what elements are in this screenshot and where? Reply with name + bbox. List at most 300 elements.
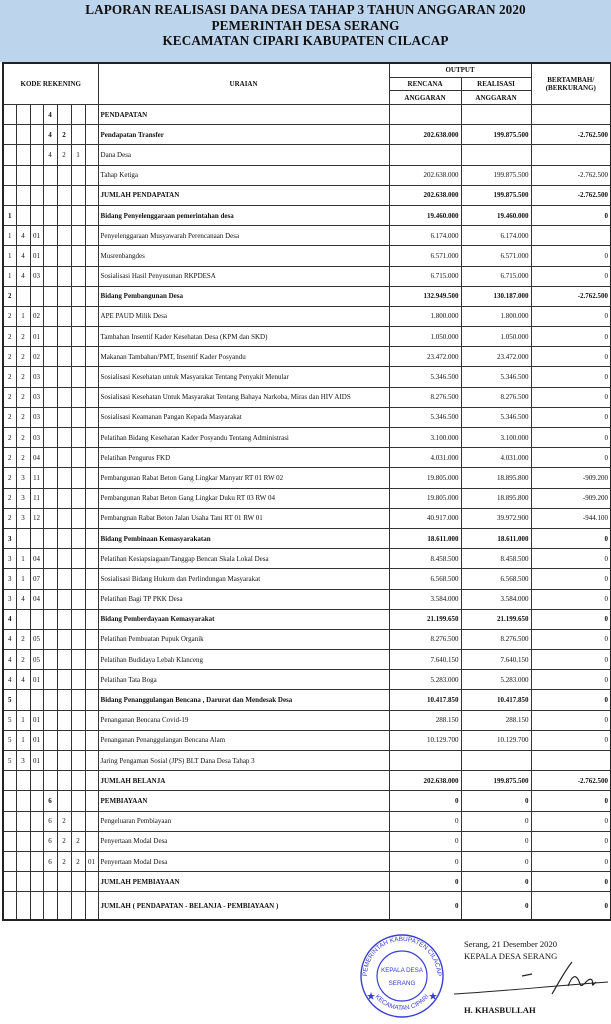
- kode-cell-4: [43, 266, 57, 286]
- kode-cell-4: 4: [43, 125, 57, 145]
- kode-cell-1: 5: [3, 751, 16, 771]
- selisih-cell: 0: [531, 670, 611, 690]
- uraian-cell: Bidang Penyelenggaraan pemerintahan desa: [98, 205, 389, 225]
- kode-cell-5: 2: [57, 831, 71, 851]
- kode-cell-4: 6: [43, 791, 57, 811]
- header-realisasi-anggaran: ANGGARAN: [461, 91, 531, 105]
- kode-cell-6: [71, 226, 85, 246]
- selisih-cell: 0: [531, 831, 611, 851]
- kode-cell-5: [57, 690, 71, 710]
- kode-cell-3: 03: [30, 428, 43, 448]
- kode-cell-1: 2: [3, 488, 16, 508]
- kode-cell-4: [43, 407, 57, 427]
- uraian-cell: Pelatihan Bidang Kesehatan Kader Posyandu Tentang Administrasi: [98, 428, 389, 448]
- table-row: [3, 569, 611, 589]
- kode-cell-7: [85, 791, 98, 811]
- realisasi-cell: 6.571.000: [461, 246, 531, 266]
- kode-cell-6: [71, 367, 85, 387]
- uraian-cell: Sosialisasi Hasil Penyusunan RKPDESA: [98, 266, 389, 286]
- kode-cell-5: [57, 266, 71, 286]
- uraian-cell: JUMLAH PEMBIAYAAN: [98, 872, 389, 892]
- rencana-cell: 5.283.000: [389, 670, 461, 690]
- kode-cell-1: 2: [3, 387, 16, 407]
- header-rencana: RENCANA: [389, 77, 461, 91]
- kode-cell-7: [85, 286, 98, 306]
- kode-cell-7: [85, 347, 98, 367]
- rencana-cell: 132.949.500: [389, 286, 461, 306]
- table-row: [3, 589, 611, 609]
- kode-cell-2: 1: [16, 710, 30, 730]
- kode-cell-2: [16, 185, 30, 205]
- kode-cell-7: [85, 872, 98, 892]
- selisih-cell: -2.762.500: [531, 185, 611, 205]
- kode-cell-5: [57, 347, 71, 367]
- selisih-cell: 0: [531, 387, 611, 407]
- kode-cell-6: 2: [71, 831, 85, 851]
- kode-cell-4: [43, 428, 57, 448]
- table-row: [3, 226, 611, 246]
- uraian-cell: Sosialisasi Bidang Hukum dan Perlindungan Masyarakat: [98, 569, 389, 589]
- realisasi-cell: 23.472.000: [461, 347, 531, 367]
- kode-cell-4: [43, 629, 57, 649]
- kode-cell-3: 01: [30, 730, 43, 750]
- kode-cell-5: [57, 730, 71, 750]
- table-row: [3, 851, 611, 871]
- kode-cell-5: [57, 892, 71, 921]
- selisih-cell: -2.762.500: [531, 771, 611, 791]
- selisih-cell: -944.100: [531, 508, 611, 528]
- kode-cell-6: [71, 892, 85, 921]
- rencana-cell: 10.129.700: [389, 730, 461, 750]
- realisasi-cell: 18.895.800: [461, 488, 531, 508]
- kode-cell-2: [16, 105, 30, 125]
- kode-cell-3: [30, 831, 43, 851]
- rencana-cell: [389, 751, 461, 771]
- kode-cell-4: [43, 387, 57, 407]
- uraian-cell: Penyelenggaraan Musyawarah Perencanaan Desa: [98, 226, 389, 246]
- realisasi-cell: 130.187.000: [461, 286, 531, 306]
- table-row: [3, 266, 611, 286]
- kode-cell-2: 4: [16, 266, 30, 286]
- kode-cell-2: 1: [16, 549, 30, 569]
- kode-cell-2: 2: [16, 367, 30, 387]
- selisih-cell: 0: [531, 872, 611, 892]
- kode-cell-5: [57, 327, 71, 347]
- kode-cell-2: 2: [16, 347, 30, 367]
- kode-cell-5: [57, 771, 71, 791]
- selisih-cell: 0: [531, 367, 611, 387]
- kode-cell-7: [85, 205, 98, 225]
- kode-cell-6: [71, 609, 85, 629]
- rencana-cell: 0: [389, 872, 461, 892]
- uraian-cell: Pelatihan Budidaya Lebah Klanceng: [98, 650, 389, 670]
- kode-cell-6: [71, 246, 85, 266]
- kode-cell-2: [16, 791, 30, 811]
- rencana-cell: 6.571.000: [389, 246, 461, 266]
- uraian-cell: Bidang Pembangunan Desa: [98, 286, 389, 306]
- kode-cell-5: 2: [57, 145, 71, 165]
- selisih-cell: 0: [531, 892, 611, 921]
- kode-cell-4: [43, 549, 57, 569]
- table-row: [3, 872, 611, 892]
- uraian-cell: Tahap Ketiga: [98, 165, 389, 185]
- uraian-cell: Pelatihan Bagi TP PKK Desa: [98, 589, 389, 609]
- kode-cell-1: 2: [3, 448, 16, 468]
- rencana-cell: 19.805.000: [389, 468, 461, 488]
- signature-scribble: [452, 960, 610, 1000]
- report-title: LAPORAN REALISASI DANA DESA TAHAP 3 TAHUN ANGGARAN 2020: [85, 2, 526, 17]
- rencana-cell: 0: [389, 791, 461, 811]
- kode-cell-7: [85, 125, 98, 145]
- stamp-outer-ring: [361, 935, 443, 1017]
- kode-cell-2: [16, 125, 30, 145]
- kode-cell-3: [30, 791, 43, 811]
- kode-cell-3: 04: [30, 589, 43, 609]
- kode-cell-4: [43, 892, 57, 921]
- kode-cell-2: 2: [16, 428, 30, 448]
- kode-cell-6: [71, 407, 85, 427]
- selisih-cell: [531, 226, 611, 246]
- kode-cell-2: [16, 811, 30, 831]
- kode-cell-4: 6: [43, 811, 57, 831]
- kode-cell-5: [57, 589, 71, 609]
- table-row: [3, 771, 611, 791]
- rencana-cell: 8.458.500: [389, 549, 461, 569]
- realisasi-cell: [461, 145, 531, 165]
- kode-cell-3: 01: [30, 327, 43, 347]
- kode-cell-5: 2: [57, 125, 71, 145]
- uraian-cell: Tambahan Insentif Kader Kesehatan Desa (KPM dan SKD): [98, 327, 389, 347]
- kode-cell-7: [85, 428, 98, 448]
- kode-cell-3: [30, 892, 43, 921]
- kode-cell-4: [43, 609, 57, 629]
- kode-cell-6: 2: [71, 851, 85, 871]
- header-realisasi: REALISASI: [461, 77, 531, 91]
- kode-cell-7: [85, 650, 98, 670]
- kode-cell-5: [57, 205, 71, 225]
- uraian-cell: JUMLAH ( PENDAPATAN - BELANJA - PEMBIAYAAN ): [98, 892, 389, 921]
- selisih-cell: 0: [531, 407, 611, 427]
- rencana-cell: 21.199.650: [389, 609, 461, 629]
- report-subtitle-district: KECAMATAN CIPARI KABUPATEN CILACAP: [162, 33, 449, 48]
- report-title-band: [0, 0, 611, 62]
- header-berkurang: (BERKURANG): [545, 84, 596, 92]
- kode-cell-5: [57, 569, 71, 589]
- kode-cell-1: 4: [3, 670, 16, 690]
- kode-cell-3: [30, 105, 43, 125]
- table-row: [3, 165, 611, 185]
- kode-cell-6: [71, 306, 85, 326]
- kode-cell-7: [85, 185, 98, 205]
- kode-cell-4: 4: [43, 145, 57, 165]
- kode-cell-2: [16, 872, 30, 892]
- stamp-center-line1: KEPALA DESA: [381, 967, 423, 974]
- stamp-inner-ring: [377, 951, 427, 1001]
- kode-cell-4: [43, 185, 57, 205]
- kode-cell-6: [71, 751, 85, 771]
- kode-cell-1: [3, 125, 16, 145]
- kode-cell-7: [85, 266, 98, 286]
- kode-cell-7: [85, 306, 98, 326]
- kode-cell-7: [85, 528, 98, 548]
- realisasi-cell: 1.050.000: [461, 327, 531, 347]
- selisih-cell: -2.762.500: [531, 165, 611, 185]
- uraian-cell: Pembangunan Rabat Beton Gang Lingkar Manyatr RT 01 RW 02: [98, 468, 389, 488]
- uraian-cell: Makanan Tambahan/PMT, Insentif Kader Posyandu: [98, 347, 389, 367]
- report-subtitle-village: PEMERINTAH DESA SERANG: [211, 17, 400, 33]
- kode-cell-2: 3: [16, 488, 30, 508]
- kode-cell-3: 01: [30, 226, 43, 246]
- kode-cell-1: [3, 831, 16, 851]
- header-kode-rekening: KODE REKENING: [3, 63, 98, 105]
- kode-cell-4: [43, 226, 57, 246]
- selisih-cell: 0: [531, 205, 611, 225]
- selisih-cell: 0: [531, 589, 611, 609]
- kode-cell-3: 12: [30, 508, 43, 528]
- realisasi-cell: 5.346.500: [461, 367, 531, 387]
- realisasi-cell: 8.458.500: [461, 549, 531, 569]
- rencana-cell: 0: [389, 892, 461, 921]
- kode-cell-7: [85, 448, 98, 468]
- rencana-cell: 288.150: [389, 710, 461, 730]
- kode-cell-1: 2: [3, 347, 16, 367]
- rencana-cell: 202.638.000: [389, 125, 461, 145]
- kode-cell-2: [16, 771, 30, 791]
- kode-cell-1: [3, 165, 16, 185]
- kode-cell-6: [71, 569, 85, 589]
- realisasi-cell: 21.199.650: [461, 609, 531, 629]
- kode-cell-1: 1: [3, 226, 16, 246]
- kode-cell-1: 3: [3, 549, 16, 569]
- kode-cell-1: 1: [3, 266, 16, 286]
- table-row: [3, 347, 611, 367]
- kode-cell-7: [85, 246, 98, 266]
- kode-cell-5: [57, 872, 71, 892]
- kode-cell-7: [85, 589, 98, 609]
- rencana-cell: 0: [389, 851, 461, 871]
- uraian-cell: Sosialisasi Keamanan Pangan Kepada Masyarakat: [98, 407, 389, 427]
- kode-cell-4: [43, 771, 57, 791]
- kode-cell-6: [71, 347, 85, 367]
- selisih-cell: -2.762.500: [531, 286, 611, 306]
- selisih-cell: 0: [531, 690, 611, 710]
- kode-cell-5: [57, 488, 71, 508]
- kode-cell-7: [85, 145, 98, 165]
- kode-cell-6: [71, 528, 85, 548]
- kode-cell-6: [71, 448, 85, 468]
- kode-cell-1: 5: [3, 710, 16, 730]
- table-row: [3, 407, 611, 427]
- kode-cell-2: [16, 851, 30, 871]
- kode-cell-1: [3, 892, 16, 921]
- kode-cell-3: 03: [30, 367, 43, 387]
- stamp-ring-bottom-text: KECAMATAN CIPARI: [373, 993, 431, 1012]
- kode-cell-3: 04: [30, 549, 43, 569]
- table-body: [3, 105, 611, 921]
- kode-cell-6: [71, 730, 85, 750]
- selisih-cell: 0: [531, 629, 611, 649]
- kode-cell-6: [71, 185, 85, 205]
- kode-cell-7: [85, 387, 98, 407]
- kode-cell-1: [3, 145, 16, 165]
- table-row: [3, 286, 611, 306]
- table-row: [3, 185, 611, 205]
- table-row: [3, 387, 611, 407]
- kode-cell-4: [43, 569, 57, 589]
- kode-cell-1: 2: [3, 508, 16, 528]
- kode-cell-7: [85, 751, 98, 771]
- stamp-ring-top-text: PEMERINTAH KABUPATEN CILACAP: [361, 935, 443, 977]
- selisih-cell: 0: [531, 710, 611, 730]
- table-row: [3, 690, 611, 710]
- uraian-cell: Dana Desa: [98, 145, 389, 165]
- uraian-cell: Bidang Pembinaan Kemasyarakatan: [98, 528, 389, 548]
- rencana-cell: 1.800.000: [389, 306, 461, 326]
- kode-cell-2: [16, 286, 30, 306]
- rencana-cell: [389, 105, 461, 125]
- kode-cell-6: [71, 428, 85, 448]
- kode-cell-7: [85, 549, 98, 569]
- table-row: [3, 428, 611, 448]
- kode-cell-6: [71, 327, 85, 347]
- kode-cell-5: [57, 650, 71, 670]
- kode-cell-1: [3, 791, 16, 811]
- rencana-cell: 8.276.500: [389, 387, 461, 407]
- rencana-cell: 23.472.000: [389, 347, 461, 367]
- kode-cell-5: [57, 367, 71, 387]
- kode-cell-5: [57, 549, 71, 569]
- rencana-cell: 3.100.000: [389, 428, 461, 448]
- realisasi-cell: 0: [461, 892, 531, 921]
- uraian-cell: PENDAPATAN: [98, 105, 389, 125]
- kode-cell-4: 6: [43, 831, 57, 851]
- realisasi-cell: 199.875.500: [461, 771, 531, 791]
- kode-cell-1: 2: [3, 428, 16, 448]
- kode-cell-3: [30, 811, 43, 831]
- rencana-cell: 19.460.000: [389, 205, 461, 225]
- kode-cell-1: 2: [3, 367, 16, 387]
- kode-cell-1: 3: [3, 589, 16, 609]
- kode-cell-6: [71, 488, 85, 508]
- table-row: [3, 751, 611, 771]
- kode-cell-7: [85, 488, 98, 508]
- table-row: [3, 528, 611, 548]
- kode-cell-5: [57, 528, 71, 548]
- uraian-cell: JUMLAH PENDAPATAN: [98, 185, 389, 205]
- kode-cell-6: [71, 468, 85, 488]
- table-row: [3, 609, 611, 629]
- table-row: [3, 791, 611, 811]
- kode-cell-7: [85, 730, 98, 750]
- kode-cell-3: 07: [30, 569, 43, 589]
- kode-cell-1: [3, 185, 16, 205]
- uraian-cell: Bidang Pemberdayaan Kemasyarakat: [98, 609, 389, 629]
- realisasi-cell: 18.611.000: [461, 528, 531, 548]
- realisasi-cell: 4.031.000: [461, 448, 531, 468]
- rencana-cell: 10.417.850: [389, 690, 461, 710]
- kode-cell-3: [30, 205, 43, 225]
- kode-cell-7: [85, 629, 98, 649]
- selisih-cell: [531, 751, 611, 771]
- uraian-cell: Penanganan Penanggulangan Bencana Alam: [98, 730, 389, 750]
- realisasi-cell: 6.174.000: [461, 226, 531, 246]
- kode-cell-6: [71, 549, 85, 569]
- uraian-cell: Pelatihan Pembuatan Pupuk Organik: [98, 629, 389, 649]
- uraian-cell: PEMBIAYAAN: [98, 791, 389, 811]
- realisasi-cell: 10.129.700: [461, 730, 531, 750]
- kode-cell-6: [71, 266, 85, 286]
- kode-cell-2: [16, 609, 30, 629]
- uraian-cell: Pembangunan Rabat Beton Gang Lingkar Duku RT 03 RW 04: [98, 488, 389, 508]
- kode-cell-7: [85, 226, 98, 246]
- kode-cell-5: [57, 710, 71, 730]
- kode-cell-5: [57, 105, 71, 125]
- selisih-cell: 0: [531, 811, 611, 831]
- rencana-cell: 3.584.000: [389, 589, 461, 609]
- kode-cell-1: 4: [3, 650, 16, 670]
- kode-cell-3: 11: [30, 488, 43, 508]
- kode-cell-4: [43, 205, 57, 225]
- table-row: [3, 892, 611, 921]
- rencana-cell: 18.611.000: [389, 528, 461, 548]
- kode-cell-4: [43, 306, 57, 326]
- kode-cell-5: 2: [57, 851, 71, 871]
- kode-cell-4: [43, 165, 57, 185]
- kode-cell-7: [85, 327, 98, 347]
- realisasi-cell: 1.800.000: [461, 306, 531, 326]
- table-row: [3, 508, 611, 528]
- table-row: [3, 205, 611, 225]
- uraian-cell: Penanganan Bencana Covid-19: [98, 710, 389, 730]
- uraian-cell: Penyertaan Modal Desa: [98, 851, 389, 871]
- kode-cell-1: 4: [3, 609, 16, 629]
- kode-cell-7: [85, 710, 98, 730]
- kode-cell-4: [43, 650, 57, 670]
- kode-cell-4: [43, 872, 57, 892]
- kode-cell-2: 1: [16, 730, 30, 750]
- selisih-cell: 0: [531, 730, 611, 750]
- selisih-cell: 0: [531, 448, 611, 468]
- header-rencana-anggaran: ANGGARAN: [389, 91, 461, 105]
- selisih-cell: [531, 145, 611, 165]
- uraian-cell: Pelatihan Tata Boga: [98, 670, 389, 690]
- kode-cell-3: [30, 771, 43, 791]
- kode-cell-3: [30, 528, 43, 548]
- kode-cell-4: [43, 690, 57, 710]
- kode-cell-5: [57, 407, 71, 427]
- uraian-cell: Sosialisasi Kesehatan Untuk Masyarakat Tentang Bahaya Narkoba, Miras dan HIV AIDS: [98, 387, 389, 407]
- header-bertambah-berkurang: [531, 63, 611, 105]
- kode-cell-5: [57, 428, 71, 448]
- table-row: [3, 549, 611, 569]
- realisasi-cell: 18.895.800: [461, 468, 531, 488]
- kode-cell-1: 2: [3, 407, 16, 427]
- rencana-cell: 202.638.000: [389, 165, 461, 185]
- kode-cell-4: [43, 730, 57, 750]
- selisih-cell: 0: [531, 569, 611, 589]
- kode-cell-2: [16, 690, 30, 710]
- kode-cell-4: [43, 508, 57, 528]
- rencana-cell: 5.346.500: [389, 367, 461, 387]
- kode-cell-6: [71, 811, 85, 831]
- kode-cell-1: 2: [3, 327, 16, 347]
- kode-cell-1: [3, 105, 16, 125]
- rencana-cell: 0: [389, 811, 461, 831]
- kode-cell-6: [71, 125, 85, 145]
- kode-cell-6: [71, 589, 85, 609]
- realisasi-cell: 5.283.000: [461, 670, 531, 690]
- kode-cell-2: 1: [16, 569, 30, 589]
